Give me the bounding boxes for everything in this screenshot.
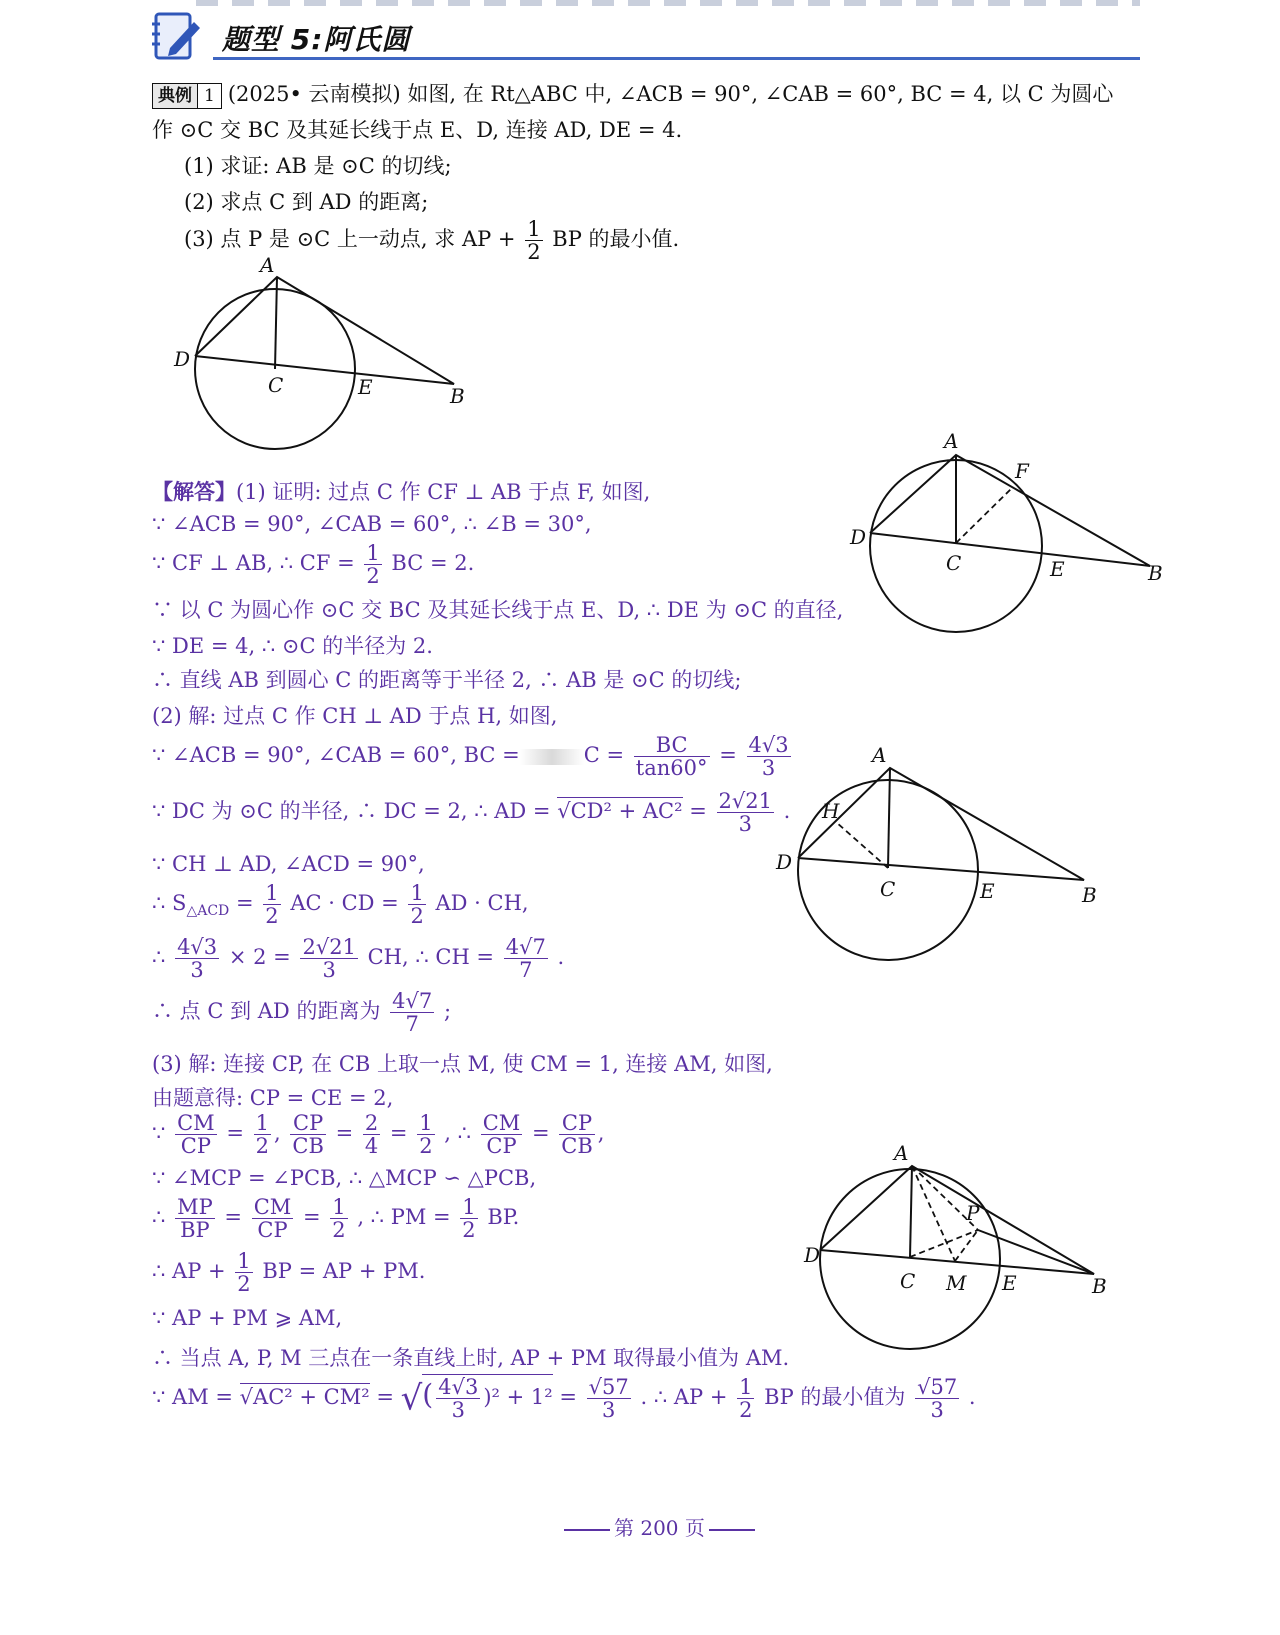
sol-10: ∵ CH ⊥ AD, ∠ACD = 90°, [152, 852, 425, 876]
label-a: A [944, 429, 959, 453]
sol-8: ∵ ∠ACB = 90°, ∠CAB = 60°, BC = C = $\frac{BC}{\tan 60^\circ}$ = $\frac{4√3}{3}$ [152, 733, 789, 781]
sol-1: 【解答】(1) 证明: 过点 C 作 CF ⊥ AB 于点 F, 如图, [152, 479, 651, 504]
sol-3: ∵ CF ⊥ AB, ∴ CF = $\frac{1}{2}$ BC = 2. [152, 541, 475, 589]
label-m: M [946, 1271, 967, 1295]
sol-15: 由题意得: CP = CE = 2, [152, 1086, 394, 1110]
sol-18: ∴ $\frac{MP}{BP}$ = $\frac{CM}{CP}$ = $\frac{1}{2}$ , ∴ PM = $\frac{1}{2}$ BP. [152, 1195, 520, 1243]
label-f: F [1015, 459, 1029, 483]
sol-21: ∴ 当点 A, P, M 三点在一条直线上时, AP + PM 取得最小值为 AM. [152, 1346, 790, 1370]
sol-14: (3) 解: 连接 CP, 在 CB 上取一点 M, 使 CM = 1, 连接 AM, 如图, [152, 1052, 773, 1076]
label-a: A [894, 1141, 909, 1165]
label-d: D [776, 850, 793, 874]
sol-20: ∵ AP + PM ⩾ AM, [152, 1306, 343, 1330]
problem-line-1 [152, 78, 1113, 109]
fraction-half: $\frac{1}{2}$ [527, 217, 541, 265]
label-e: E [1002, 1271, 1017, 1295]
sol-13: ∴ 点 C 到 AD 的距离为 $\frac{4√7}{7}$ ; [152, 989, 452, 1037]
sol-11: ∴ $S_{\triangle ACD}$ = $\frac{1}{2}$ AC · CD = $\frac{1}{2}$ AD · CH, [152, 881, 529, 929]
label-d: D [850, 525, 867, 549]
sol-6: ∴ 直线 AB 到圆心 C 的距离等于半径 2, ∴ AB 是 ⊙C 的切线; [152, 668, 742, 692]
figure-4 [804, 1128, 1130, 1358]
sol-7: (2) 解: 过点 C 作 CH ⊥ AD 于点 H, 如图, [152, 704, 558, 728]
sol-16: ∵ $\frac{CM}{CP}$ = $\frac{1}{2}$ , $\frac{CP}{CB}$ = $\frac{2}{4}$ = $\frac{1}{2}$ , ∴ $\frac{CM}{CP}$ = $\frac{CP}{CB}$ , [152, 1111, 605, 1159]
sol-9: ∵ DC 为 ⊙C 的半径, ∴ DC = 2, ∴ AD = √CD² + AC² = $\frac{2√21}{3}$ . [152, 789, 791, 837]
example-number: 1 [197, 83, 222, 109]
label-e: E [358, 375, 373, 399]
figure-2 [850, 429, 1180, 660]
sol-19: ∴ AP + $\frac{1}{2}$ BP = AP + PM. [152, 1249, 426, 1297]
label-b: B [450, 384, 465, 408]
header-rule [213, 57, 1140, 60]
label-b: B [1092, 1274, 1107, 1298]
figure-3 [776, 742, 1100, 972]
sol-5: ∵ DE = 4, ∴ ⊙C 的半径为 2. [152, 634, 433, 658]
page-number: 第 200 页 [614, 1516, 705, 1540]
segment-ac [275, 277, 277, 369]
figure-1 [174, 253, 480, 470]
sol-17: ∵ ∠MCP = ∠PCB, ∴ △MCP ∽ △PCB, [152, 1166, 537, 1190]
triangle-adb [195, 277, 454, 384]
label-b: B [1082, 883, 1097, 907]
label-a: A [872, 743, 887, 767]
question-2: (2) 求点 C 到 AD 的距离; [184, 190, 429, 214]
label-b: B [1148, 561, 1163, 585]
sol-22: ∵ AM = √AC² + CM² = √( $\frac{4√3}{3}$ )² + 1² = $\frac{√57}{3}$ . ∴ AP + $\frac{1}{2}$ BP 的最小值为 $\frac{√57}{3}$ . [152, 1375, 976, 1423]
label-d: D [804, 1243, 821, 1267]
label-e: E [1050, 557, 1065, 581]
label-p: P [966, 1201, 980, 1225]
label-c: C [946, 551, 962, 575]
footer-rule-left [564, 1529, 610, 1531]
label-a: A [260, 253, 275, 277]
question-1: (1) 求证: AB 是 ⊙C 的切线; [184, 154, 452, 178]
problem-text-1: (2025• 云南模拟) 如图, 在 Rt△ABC 中, ∠ACB = 90°, ∠CAB = 60°, BC = 4, 以 C 为圆心 [227, 82, 1114, 106]
label-c: C [880, 877, 896, 901]
sol-12: ∴ $\frac{4√3}{3}$ × 2 = $\frac{2√21}{3}$ CH, ∴ CH = $\frac{4√7}{7}$ . [152, 935, 565, 983]
example-badge: 典例 [152, 83, 198, 109]
fraction: $\frac{1}{2}$ [366, 541, 380, 589]
pencil-note-icon [150, 10, 202, 62]
section-title: 题型 5:阿氏圆 [222, 23, 411, 56]
page-footer [560, 1512, 759, 1541]
sol-2: ∵ ∠ACB = 90°, ∠CAB = 60°, ∴ ∠B = 30°, [152, 512, 592, 536]
sol-4: ∵ 以 C 为圆心作 ⊙C 交 BC 及其延长线于点 E、D, ∴ DE 为 ⊙C 的直径, [152, 598, 844, 622]
blurred-text [520, 749, 584, 765]
label-d: D [174, 347, 191, 371]
label-e: E [980, 879, 995, 903]
problem-line-2: 作 ⊙C 交 BC 及其延长线于点 E、D, 连接 AD, DE = 4. [152, 118, 683, 142]
header-dot-strip [196, 0, 1140, 6]
label-h: H [822, 799, 840, 823]
label-c: C [268, 373, 284, 397]
label-c: C [900, 1269, 916, 1293]
footer-rule-right [709, 1529, 755, 1531]
answer-tag: 【解答】 [152, 479, 236, 504]
question-3: (3) 点 P 是 ⊙C 上一动点, 求 AP + $\frac{1}{2}$ BP 的最小值. [184, 217, 680, 265]
